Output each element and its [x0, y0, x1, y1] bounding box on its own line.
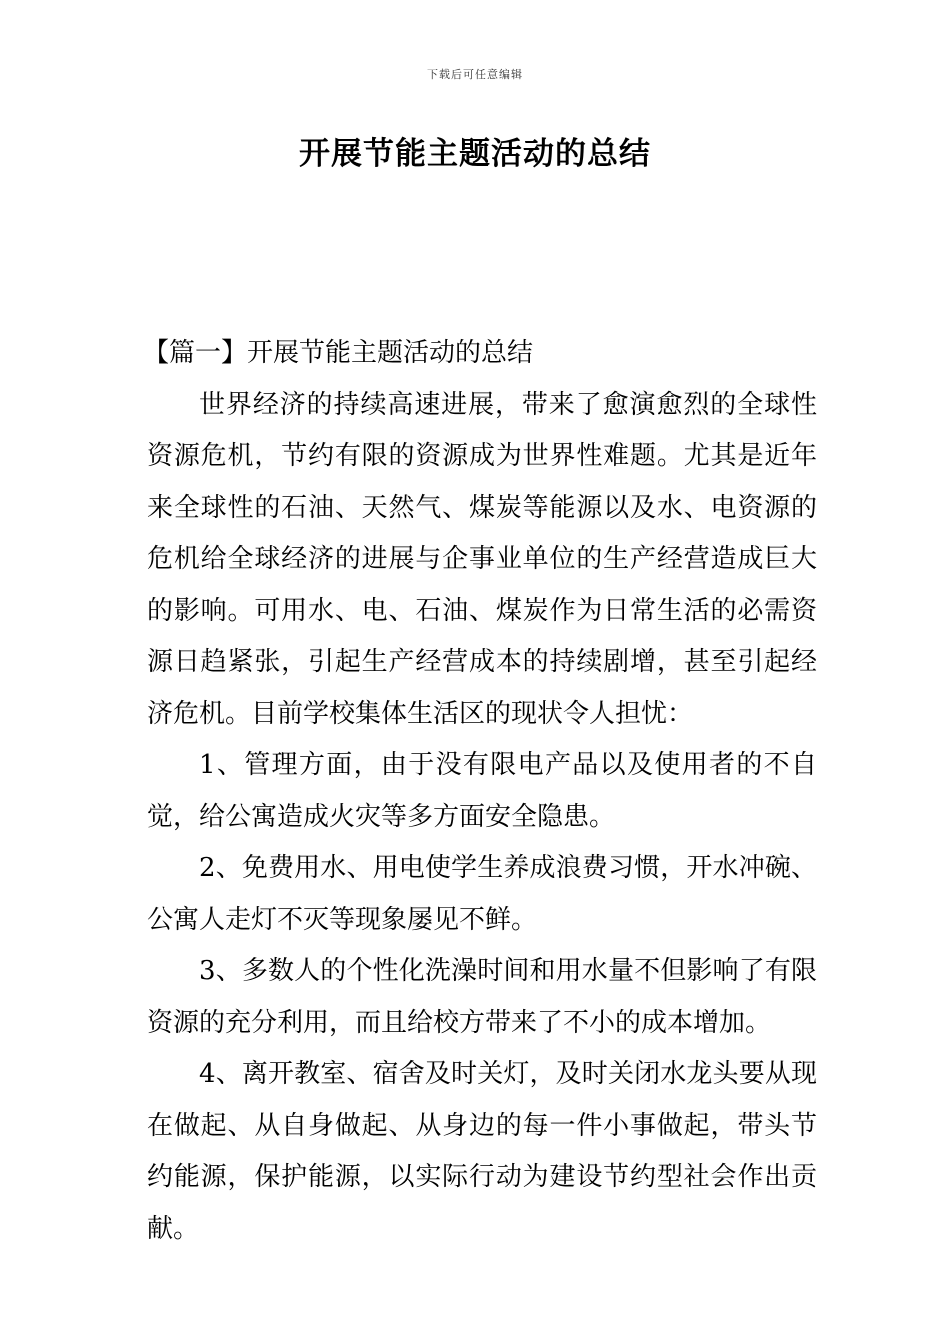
document-title: 开展节能主题活动的总结	[299, 136, 651, 172]
paragraph-item-4: 4、离开教室、宿舍及时关灯，及时关闭水龙头要从现在做起、从自身做起、从身边的每一件小事做起，带头节约能源，保护能源，以实际行动为建设节约型社会作出贡献。	[147, 1059, 817, 1244]
document-body	[143, 328, 817, 1255]
paragraph-item-3: 3、多数人的个性化洗澡时间和用水量不但影响了有限资源的充分利用，而且给校方带来了不小的成本增加。	[147, 956, 817, 1038]
section-heading: 【篇一】开展节能主题活动的总结	[143, 338, 534, 368]
paragraph-intro: 世界经济的持续高速进展，带来了愈演愈烈的全球性资源危机，节约有限的资源成为世界性难题。尤其是近年来全球性的石油、天然气、煤炭等能源以及水、电资源的危机给全球经济的进展与企事业单位的生产经营造成巨大的影响。可用水、电、石油、煤炭作为日常生活的必需资源日趋紧张，引起生产经营成本的持续剧增，甚至引起经济危机。目前学校集体生活区的现状令人担忧：	[147, 389, 817, 729]
paragraph-item-2: 2、免费用水、用电使学生养成浪费习惯，开水冲碗、公寓人走灯不灭等现象屡见不鲜。	[147, 853, 817, 935]
paragraph-item-1: 1、管理方面，由于没有限电产品以及使用者的不自觉，给公寓造成火灾等多方面安全隐患。	[147, 750, 817, 832]
header-note: 下载后可任意编辑	[427, 68, 523, 81]
